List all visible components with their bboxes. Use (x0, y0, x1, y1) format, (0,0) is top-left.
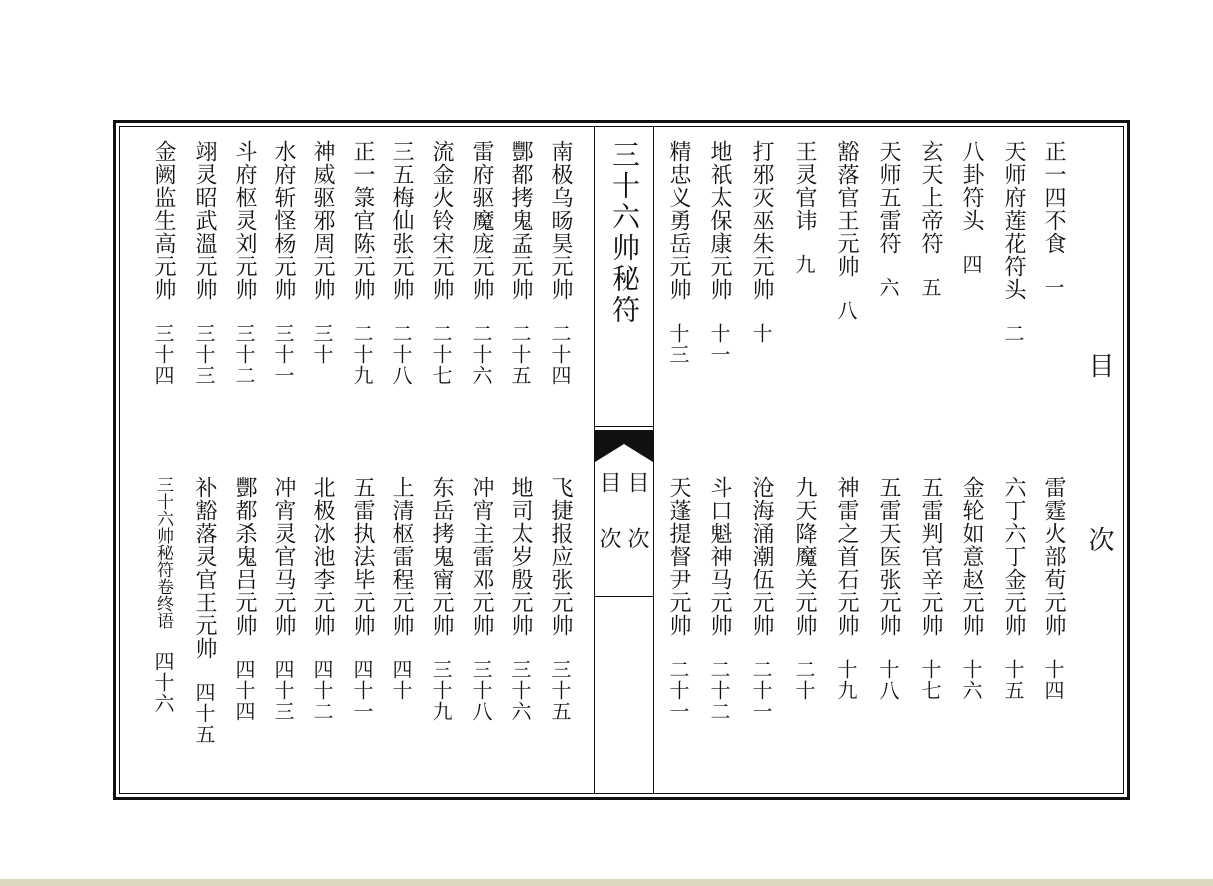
toc-entry (708, 140, 730, 365)
toc-entry-page: 十三 (666, 323, 690, 365)
toc-entry-page: 三十八 (469, 659, 493, 722)
toc-entry (708, 476, 730, 722)
toc-entry-title: 酆都杀鬼吕元帅 (232, 476, 257, 637)
toc-entry-title: 南极乌旸昊元帅 (548, 140, 573, 301)
toc-entry (877, 140, 899, 298)
toc-entry-page: 二 (1001, 323, 1025, 344)
toc-entry-page: 二十一 (749, 659, 773, 722)
toc-entry-title: 斗府枢灵刘元帅 (232, 140, 257, 301)
toc-entry-title: 金阙监生高元帅 (151, 140, 176, 301)
toc-entry-page: 一 (1041, 277, 1065, 298)
toc-entry (390, 140, 412, 386)
toc-entry (193, 476, 215, 745)
toc-entry-title: 东岳拷鬼甯元帅 (429, 476, 454, 637)
toc-entry (1002, 476, 1024, 701)
book-spine (594, 126, 654, 794)
toc-entry-page: 八 (834, 300, 858, 321)
toc-entry-page: 四十四 (232, 659, 256, 722)
toc-entry (272, 140, 294, 386)
toc-entry-page: 四十六 (151, 651, 175, 714)
toc-entry (152, 140, 174, 386)
toc-entry (1042, 140, 1064, 298)
toc-entry-title: 补豁落灵官王元帅 (192, 476, 217, 660)
toc-entry-page: 二十七 (429, 323, 453, 386)
toc-entry (311, 476, 333, 722)
toc-entry-title: 飞捷报应张元帅 (548, 476, 573, 637)
toc-entry-title: 三十六帅秘符卷终语 (153, 476, 173, 629)
bottom-band (0, 879, 1213, 886)
toc-entry (351, 476, 373, 722)
toc-entry (430, 140, 452, 386)
toc-entry-title: 天师府莲花符头 (1001, 140, 1026, 301)
toc-entry (233, 140, 255, 386)
toc-entry (549, 140, 571, 386)
toc-entry-page: 二十九 (350, 323, 374, 386)
toc-entry-title: 神雷之首石元帅 (834, 476, 859, 637)
toc-entry (835, 140, 857, 321)
toc-entry-title: 地司太岁殷元帅 (508, 476, 533, 637)
toc-entry (509, 476, 531, 722)
toc-entry-title: 雷府驱魔庞元帅 (469, 140, 494, 301)
toc-entry-page: 三十六 (508, 659, 532, 722)
toc-entry (960, 476, 982, 701)
toc-entry-page: 三十九 (429, 659, 453, 722)
toc-entry (877, 476, 899, 701)
toc-entry (390, 476, 412, 701)
toc-entry-page: 十 (749, 323, 773, 344)
toc-entry (1042, 476, 1064, 701)
toc-entry (793, 476, 815, 701)
toc-entry-title: 天师五雷符 (876, 140, 901, 255)
toc-entry-title: 八卦符头 (959, 140, 984, 232)
toc-entry-title: 上清枢雷程元帅 (389, 476, 414, 637)
toc-entry (919, 140, 941, 298)
toc-entry-page: 二十五 (508, 323, 532, 386)
spine-section-b: 目次 (596, 471, 621, 583)
toc-entry (549, 476, 571, 722)
toc-entry-title: 九天降魔关元帅 (792, 476, 817, 637)
toc-entry (667, 140, 689, 365)
toc-entry-page: 五 (918, 277, 942, 298)
toc-entry-title: 金轮如意赵元帅 (959, 476, 984, 637)
toc-entry (272, 476, 294, 722)
toc-entry-page: 三十一 (271, 323, 295, 386)
toc-entry-page: 十五 (1001, 659, 1025, 701)
toc-entry-title: 打邪灭巫朱元帅 (749, 140, 774, 301)
toc-entry-title: 五雷天医张元帅 (876, 476, 901, 637)
toc-entry-page: 九 (792, 254, 816, 275)
toc-entry-page: 四十 (389, 659, 413, 701)
toc-entry-title: 五雷判官辛元帅 (918, 476, 943, 637)
toc-entry-title: 雷霆火部荀元帅 (1041, 476, 1066, 637)
toc-entry-page: 三十五 (548, 659, 572, 722)
toc-entry (193, 140, 215, 386)
toc-entry (470, 476, 492, 722)
toc-entry (1002, 140, 1024, 344)
toc-entry (793, 140, 815, 275)
toc-entry (919, 476, 941, 701)
toc-entry (152, 476, 174, 714)
toc-entry-page: 六 (876, 277, 900, 298)
toc-entry-title: 正一箓官陈元帅 (350, 140, 375, 301)
toc-entry-title: 三五梅仙张元帅 (389, 140, 414, 301)
toc-entry-title: 翊灵昭武溫元帅 (192, 140, 217, 301)
toc-entry-page: 三十 (310, 323, 334, 365)
toc-entry-page: 二十一 (666, 659, 690, 722)
toc-entry (835, 476, 857, 701)
toc-entry (351, 140, 373, 386)
toc-entry-title: 北极冰池李元帅 (310, 476, 335, 637)
contents-heading: 目次 (1084, 352, 1114, 700)
toc-entry (509, 140, 531, 386)
toc-entry-page: 四十五 (192, 682, 216, 745)
toc-entry-page: 四十一 (350, 659, 374, 722)
toc-entry-title: 沧海涌潮伍元帅 (749, 476, 774, 637)
toc-entry-title: 流金火铃宋元帅 (429, 140, 454, 301)
toc-entry-title: 正一四不食 (1041, 140, 1066, 255)
toc-entry-page: 十四 (1041, 659, 1065, 701)
toc-entry-title: 豁落官王元帅 (834, 140, 859, 278)
toc-entry-page: 二十 (792, 659, 816, 701)
toc-entry-title: 冲宵灵官马元帅 (271, 476, 296, 637)
toc-entry (470, 140, 492, 386)
toc-entry-title: 玄天上帝符 (918, 140, 943, 255)
toc-entry-title: 天蓬提督尹元帅 (666, 476, 691, 637)
toc-entry-title: 神威驱邪周元帅 (310, 140, 335, 301)
toc-entry (960, 140, 982, 275)
toc-entry-page: 二十二 (707, 659, 731, 722)
spine-section-a: 目次 (624, 471, 649, 583)
toc-entry-page: 四十三 (271, 659, 295, 722)
toc-entry (750, 140, 772, 344)
toc-entry-title: 王灵官讳 (792, 140, 817, 232)
toc-entry-title: 五雷执法毕元帅 (350, 476, 375, 637)
toc-entry-title: 精忠义勇岳元帅 (666, 140, 691, 301)
spine-sections (595, 471, 653, 591)
toc-entry-title: 地祇太保康元帅 (707, 140, 732, 301)
spine-title: 三十六帅秘符 (608, 140, 641, 326)
toc-entry-page: 十六 (959, 659, 983, 701)
toc-entry (430, 476, 452, 722)
spine-divider (595, 596, 653, 597)
toc-entry-title: 冲宵主雷邓元帅 (469, 476, 494, 637)
toc-entry-page: 十一 (707, 323, 731, 365)
toc-entry-title: 六丁六丁金元帅 (1001, 476, 1026, 637)
spine-divider (595, 426, 653, 427)
toc-entry-page: 十九 (834, 659, 858, 701)
toc-entry-page: 三十二 (232, 323, 256, 386)
toc-entry (311, 140, 333, 365)
toc-entry-title: 斗口魁神马元帅 (707, 476, 732, 637)
toc-entry-page: 二十四 (548, 323, 572, 386)
toc-entry-title: 水府斩怪杨元帅 (271, 140, 296, 301)
toc-entry-page: 十七 (918, 659, 942, 701)
toc-entry-page: 二十六 (469, 323, 493, 386)
toc-entry-page: 三十四 (151, 323, 175, 386)
toc-entry-page: 十八 (876, 659, 900, 701)
toc-entry (667, 476, 689, 722)
toc-entry-page: 二十八 (389, 323, 413, 386)
toc-entry (750, 476, 772, 722)
toc-entry (233, 476, 255, 722)
toc-entry-title: 酆都拷鬼孟元帅 (508, 140, 533, 301)
toc-entry-page: 三十三 (192, 323, 216, 386)
toc-entry-page: 四 (959, 254, 983, 275)
toc-entry-page: 四十二 (310, 659, 334, 722)
fishtail-mark-icon (595, 430, 653, 462)
